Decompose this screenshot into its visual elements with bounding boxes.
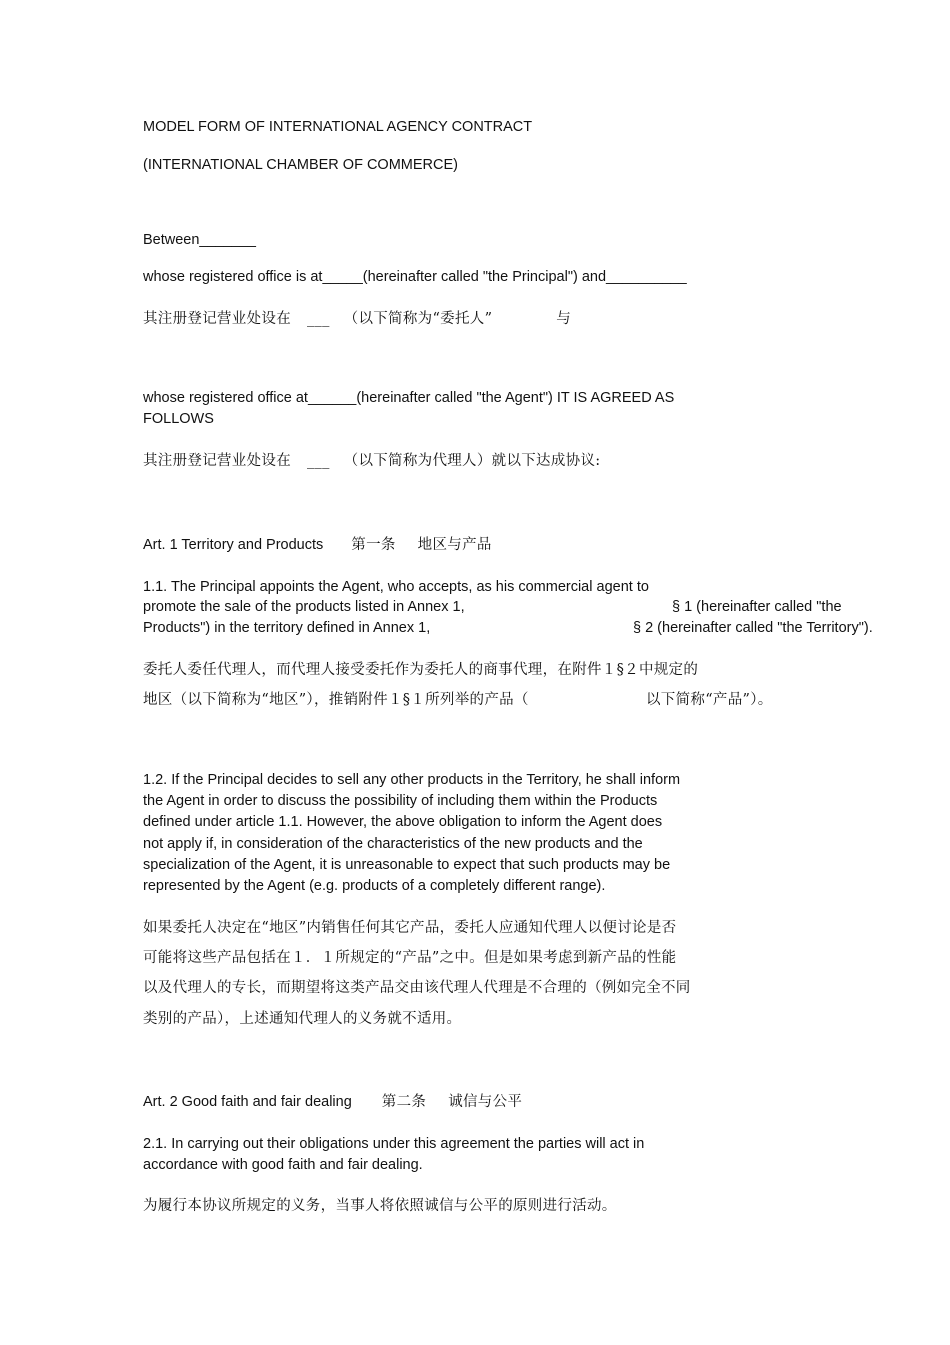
- contract-title: MODEL FORM OF INTERNATIONAL AGENCY CONTRACT: [143, 119, 533, 135]
- art1-heading-en: Art. 1 Territory and Products: [143, 537, 324, 553]
- agent-zh-part-1: 其注册登记营业处设在: [143, 453, 291, 469]
- art1-p12-zh-line-1: 如果委托人决定在“地区”内销售任何其它产品，委托人应通知代理人以便讨论是否: [143, 920, 677, 936]
- principal-zh-part-2: （以下简称为“委托人”: [343, 311, 493, 327]
- art2-p21-en-line-1: 2.1. In carrying out their obligations under this agreement the parties will act in: [143, 1136, 645, 1152]
- agent-zh-blank: ___: [307, 453, 330, 469]
- art2-p21-zh: 为履行本协议所规定的义务，当事人将依照诚信与公平的原则进行活动。: [143, 1198, 617, 1214]
- between-line: Between_______: [143, 232, 256, 248]
- art1-p12-zh-line-2: 可能将这些产品包括在１．１所规定的“产品”之中。但是如果考虑到新产品的性能: [143, 950, 677, 966]
- agent-clause-en-line-2: FOLLOWS: [143, 411, 214, 427]
- contract-subtitle: (INTERNATIONAL CHAMBER OF COMMERCE): [143, 157, 458, 173]
- principal-zh-blank: ___: [307, 311, 330, 327]
- art2-p21-en-line-2: accordance with good faith and fair dealing.: [143, 1157, 423, 1173]
- art1-heading-zh-number: 第一条: [351, 537, 396, 553]
- art2-heading: [143, 1092, 522, 1113]
- art1-p11-en-line-3-tail: § 2 (hereinafter called "the Territory").: [633, 620, 873, 636]
- art2-heading-en: Art. 2 Good faith and fair dealing: [143, 1094, 352, 1110]
- art1-p11-zh-line-1: 委托人委任代理人，而代理人接受委托作为委托人的商事代理，在附件１§２中规定的: [143, 662, 699, 678]
- art1-p12-en-line-3: defined under article 1.1. However, the above obligation to inform the Agent does: [143, 814, 663, 830]
- art1-p12-zh-line-3: 以及代理人的专长，而期望将这类产品交由该代理人代理是不合理的（例如完全不同: [143, 980, 691, 996]
- art1-p11-en-line-2-tail: § 1 (hereinafter called "the: [672, 599, 842, 615]
- art1-p12-en-line-2: the Agent in order to discuss the possibility of including them within the Products: [143, 793, 658, 809]
- art1-heading-zh-title: 地区与产品: [417, 537, 492, 553]
- agent-clause-en-line-1: whose registered office at______(hereinafter called "the Agent") IT IS AGREED AS: [143, 390, 675, 406]
- art1-p11-zh-line-2: 地区（以下简称为“地区”），推销附件１§１所列举的产品（: [143, 692, 529, 708]
- art1-p12-en-line-4: not apply if, in consideration of the characteristics of the new products and the: [143, 836, 643, 852]
- art1-p11-en-line-1: 1.1. The Principal appoints the Agent, who accepts, as his commercial agent to: [143, 579, 649, 595]
- principal-zh-part-1: 其注册登记营业处设在: [143, 311, 291, 327]
- art1-p11-en-line-3: Products") in the territory defined in Annex 1,: [143, 620, 431, 636]
- art1-p12-en-line-6: represented by the Agent (e.g. products of a completely different range).: [143, 878, 606, 894]
- art1-p12-zh-line-4: 类别的产品），上述通知代理人的义务就不适用。: [143, 1011, 462, 1027]
- principal-clause-en: whose registered office is at_____(hereinafter called "the Principal") and__________: [143, 269, 687, 285]
- agent-clause-zh: [143, 451, 600, 472]
- art1-p11-en-line-2: promote the sale of the products listed in Annex 1,: [143, 599, 465, 615]
- art2-heading-zh-title: 诚信与公平: [448, 1094, 523, 1110]
- principal-clause-zh: [143, 309, 571, 330]
- agent-zh-part-2: （以下简称为代理人）就以下达成协议:: [343, 453, 601, 469]
- art1-p11-zh-line-2-tail: 以下简称“产品”）。: [646, 692, 773, 708]
- art2-heading-zh-number: 第二条: [381, 1094, 427, 1110]
- art1-heading: [143, 535, 492, 556]
- art1-p12-en-line-5: specialization of the Agent, it is unreasonable to expect that such products may be: [143, 857, 671, 873]
- principal-zh-part-3: 与: [556, 311, 572, 327]
- art1-p12-en-line-1: 1.2. If the Principal decides to sell any other products in the Territory, he shall inform: [143, 772, 681, 788]
